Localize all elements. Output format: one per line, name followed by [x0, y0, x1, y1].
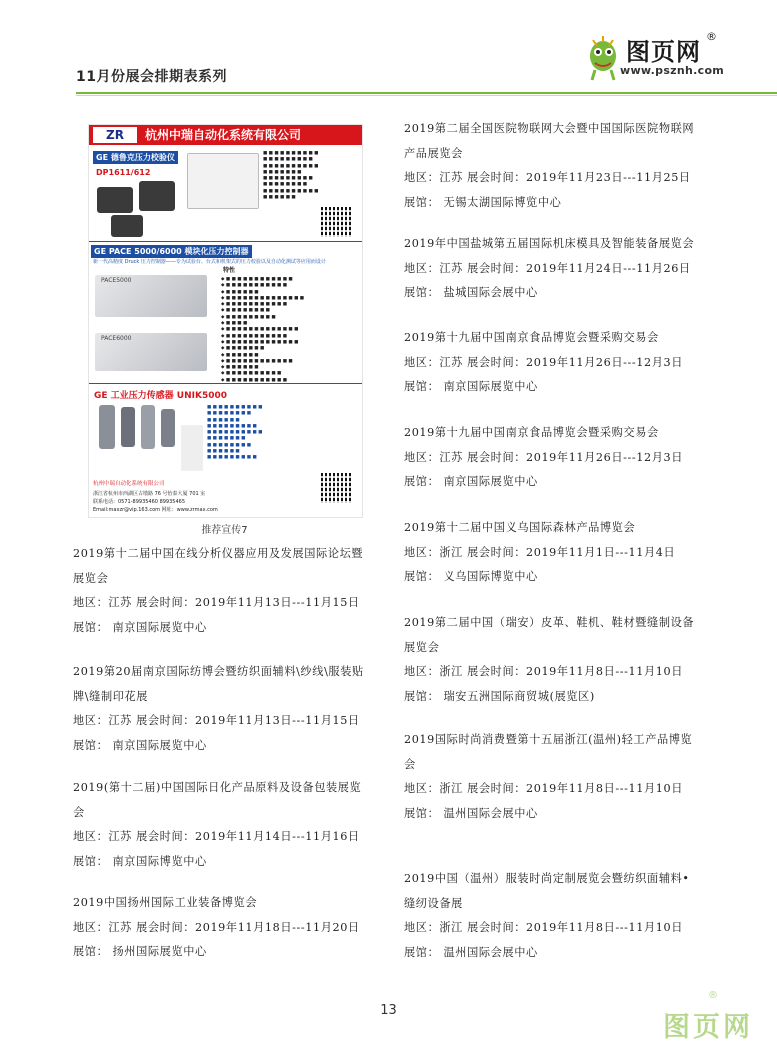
ad-product1-image: [97, 187, 133, 213]
ad-sensor-image-3: [141, 405, 155, 449]
entry-meta: 地区：浙江 展会时间：2019年11月8日---11月10日: [404, 921, 684, 934]
listing-entry: [404, 326, 714, 400]
ad-footer-address: 浙江省杭州市西湖区古墩路 76 号怡泰大厦 701 室: [93, 491, 206, 497]
mascot-logo-icon: [583, 30, 623, 82]
ad-qr-code-1: [321, 207, 351, 237]
listing-entry: [404, 867, 714, 965]
series-title: 11月份展会排期表系列: [76, 69, 227, 85]
ad-sensor-image-2: [121, 407, 135, 447]
logo-name: 图页网: [626, 38, 701, 66]
entry-meta: 地区：江苏 展会时间：2019年11月13日---11月15日: [73, 596, 360, 609]
listing-entry: [404, 117, 714, 215]
ad-sensor-box: [181, 425, 203, 471]
ad-pace5000-label: PACE5000: [101, 277, 132, 284]
entry-title-cont: 产品展览会: [404, 146, 463, 160]
ad-product2-title: GE PACE 5000/6000 模块化压力控制器: [91, 245, 252, 258]
ad-pace6000-label: PACE6000: [101, 335, 132, 342]
entry-venue: 展馆： 无锡太湖国际博览中心: [404, 195, 562, 209]
listing-entry: [73, 891, 378, 965]
ad-product3-features: ■ ■ ■ ■ ■ ■ ■ ■ ■ ■ ■ ■ ■ ■ ■ ■ ■ ■ ■ ■ ■ ■ ■ ■ ■ ■ ■ ■ ■ ■ ■ ■ ■ ■ ■ ■ ■ ■ ■ ■ ■ ■ ■ ■ ■ ■ ■ ■ ■ ■ ■ ■ ■ ■ ■ ■ ■ ■ ■ ■ ■ ■ ■ ■ ■ ■ ■ ■ ■ ■ ■ ■ ■: [207, 405, 263, 461]
ad-product2-features: ◆ ■ ■ ■ ■ ■ ■ ■ ■ ■ ■ ■ ■ ◆ ■ ■ ■ ■ ■ ■ ■ ■ ■ ■ ■ ◆ ■ ■ ■ ■ ■ ■ ◆ ■ ■ ■ ■ ■ ■ ■ ■ ■ ■ ■ ■ ■ ■ ◆ ■ ■ ■ ■ ■ ■ ■ ■ ■ ■ ■ ◆ ■ ■ ■ ■ ■ ■ ■ ■ ◆ ■ ■ ■ ■ ■ ■ ■ ■ ■ ◆ ■ ■ ■ ■ ◆ ■ ■ ■ ■ ■ ■ ■ ■ ■ ■ ■ ■ ■ ◆ ■ ■ ■ ■ ■ ■ ■ ■ ■ ■ ■ ◆ ■ ■ ■ ■ ■ ■ ■ ■ ■ ■ ■ ■ ■ ◆ ■ ■ ■ ■ ■ ■ ■ ◆ ■ ■ ■ ■ ■ ■ ◆ ■ ■ ■ ■ ■ ■ ■ ■ ■ ■ ■ ■ ◆ ■ ■ ■ ■ ■ ■ ◆ ■ ■ ■ ■ ■ ■ ■ ■ ■ ■ ◆ ■ ■ ■ ■ ■ ■ ■ ■ ■ ■ ■: [221, 277, 305, 383]
entry-venue: 展馆： 南京国际展览中心: [73, 620, 207, 634]
entry-title-cont: 缝纫设备展: [404, 896, 463, 910]
entry-title: 2019年中国盐城第五届国际机床模具及智能装备展览会: [404, 237, 695, 250]
ad-product1-features: ■ ■ ■ ■ ■ ■ ■ ■ ■ ■ ■ ■ ■ ■ ■ ■ ■ ■ ■ ■ ■ ■ ■ ■ ■ ■ ■ ■ ■ ■ ■ ■ ■ ■ ■ ■ ■ ■ ■ ■ ■ ■ ■ ■ ■ ■ ■ ■ ■ ■ ■ ■ ■ ■ ■ ■ ■ ■ ■ ■ ■ ■ ■ ■ ■ ■ ■ ■ ■: [263, 151, 319, 201]
logo-reg-mark: ®: [706, 30, 717, 43]
ad-product3-title: GE 工业压力传感器 UNIK5000: [94, 391, 228, 401]
listing-entry: [404, 611, 714, 709]
entry-meta: 地区：浙江 展会时间：2019年11月1日---11月4日: [404, 545, 676, 559]
entry-title: 2019国际时尚消费暨第十五届浙江(温州)轻工产品博览: [404, 733, 693, 746]
ad-footer-email: Email:maxzr@vip.163.com 网址：www.zrmax.com: [93, 507, 218, 513]
ad-product1-title: GE 德鲁克压力校验仪: [93, 151, 178, 164]
ad-product2-subtitle: 新一代高精度 Druck 压力控制器——专为试验台、台式和机架式的压力校验以及自动化测试等应用而设计: [93, 259, 326, 265]
entry-title: 2019第十二届中国义乌国际森林产品博览会: [404, 521, 636, 534]
ad-divider-1: [89, 241, 362, 242]
entry-venue: 展馆： 南京国际展览中心: [404, 380, 538, 393]
entry-title: 2019第十九届中国南京食品博览会暨采购交易会: [404, 331, 659, 344]
entry-meta: 地区：江苏 展会时间：2019年11月24日---11月26日: [404, 261, 691, 275]
entry-meta: 地区：浙江 展会时间：2019年11月8日---11月10日: [404, 665, 684, 678]
logo-url: www.psznh.com: [620, 64, 725, 77]
entry-venue: 展馆： 盐城国际会展中心: [404, 286, 538, 299]
entry-title-cont: 牌\缝制印花展: [73, 689, 149, 703]
entry-title-cont: 展览会: [73, 571, 109, 585]
header-rule-light: [76, 95, 777, 96]
page-number: 13: [380, 1003, 397, 1018]
entry-title: 2019(第十二届)中国国际日化产品原料及设备包装展览: [73, 781, 362, 794]
ad-zr-logo: ZR: [93, 127, 137, 143]
ad-footer-phone: 联系电话：0571-89935460 89935465: [93, 499, 186, 505]
listing-entry: [404, 421, 714, 495]
listing-entry: [404, 232, 714, 306]
advertisement: [88, 124, 363, 518]
ad-footer-company: 杭州中瑞自动化系统有限公司: [93, 481, 165, 487]
entry-meta: 地区：江苏 展会时间：2019年11月13日---11月15日: [73, 714, 360, 727]
entry-venue: 展馆： 温州国际会展中心: [404, 806, 538, 820]
entry-venue: 展馆： 瑞安五洲国际商贸城(展览区): [404, 689, 595, 703]
listing-entry: [73, 776, 378, 874]
listing-entry: [404, 728, 714, 826]
entry-venue: 展馆： 南京国际展览中心: [404, 475, 538, 488]
ad-product1-image-b: [139, 181, 175, 211]
ad-product1-model: DP1611/612: [96, 168, 151, 177]
listing-entry: [404, 516, 714, 590]
header-rule: [76, 92, 777, 94]
listing-entry: [73, 660, 378, 758]
entry-meta: 地区：江苏 展会时间：2019年11月18日---11月20日: [73, 920, 360, 934]
ad-caption: 推荐宣传7: [201, 525, 248, 536]
watermark: 图页网: [663, 1012, 753, 1043]
entry-meta: 地区：江苏 展会时间：2019年11月26日---12月3日: [404, 450, 684, 464]
entry-title: 2019第十二届中国在线分析仪器应用及发展国际论坛暨: [73, 547, 364, 560]
entry-title: 2019中国扬州国际工业装备博览会: [73, 896, 258, 909]
entry-title-cont: 会: [404, 757, 416, 771]
ad-sensor-image-4: [161, 409, 175, 447]
entry-title-cont: 展览会: [404, 640, 440, 654]
entry-title: 2019第二届中国（瑞安）皮革、鞋机、鞋材暨缝制设备: [404, 616, 695, 629]
ad-certificate-image: [187, 153, 259, 209]
entry-venue: 展馆： 扬州国际展览中心: [73, 945, 207, 958]
entry-title-cont: 会: [73, 805, 85, 819]
entry-venue: 展馆： 南京国际博览中心: [73, 854, 207, 868]
watermark-reg-mark: ®: [708, 990, 718, 1001]
entry-title: 2019第二届全国医院物联网大会暨中国国际医院物联网: [404, 122, 695, 135]
entry-meta: 地区：浙江 展会时间：2019年11月8日---11月10日: [404, 782, 684, 795]
ad-sensor-image-1: [99, 405, 115, 449]
entry-title: 2019第十九届中国南京食品博览会暨采购交易会: [404, 426, 659, 439]
ad-company-name: 杭州中瑞自动化系统有限公司: [145, 128, 302, 142]
entry-venue: 展馆： 南京国际展览中心: [73, 738, 207, 752]
ad-divider-2: [89, 383, 362, 384]
ad-qr-code-2: [321, 473, 351, 503]
entry-venue: 展馆： 温州国际会展中心: [404, 945, 538, 959]
entry-meta: 地区：江苏 展会时间：2019年11月23日---11月25日: [404, 171, 691, 184]
entry-title: 2019第20届南京国际纺博会暨纺织面辅料\纱线\服装贴: [73, 665, 364, 678]
ad-product1-image-c: [111, 215, 143, 237]
entry-meta: 地区：江苏 展会时间：2019年11月14日---11月16日: [73, 830, 360, 843]
ad-features-label: 特性: [223, 267, 236, 274]
entry-meta: 地区：江苏 展会时间：2019年11月26日---12月3日: [404, 355, 684, 369]
listing-entry: [73, 542, 378, 640]
entry-title: 2019中国（温州）服装时尚定制展览会暨纺织面辅料•: [404, 872, 690, 885]
entry-venue: 展馆： 义乌国际博览中心: [404, 570, 538, 583]
